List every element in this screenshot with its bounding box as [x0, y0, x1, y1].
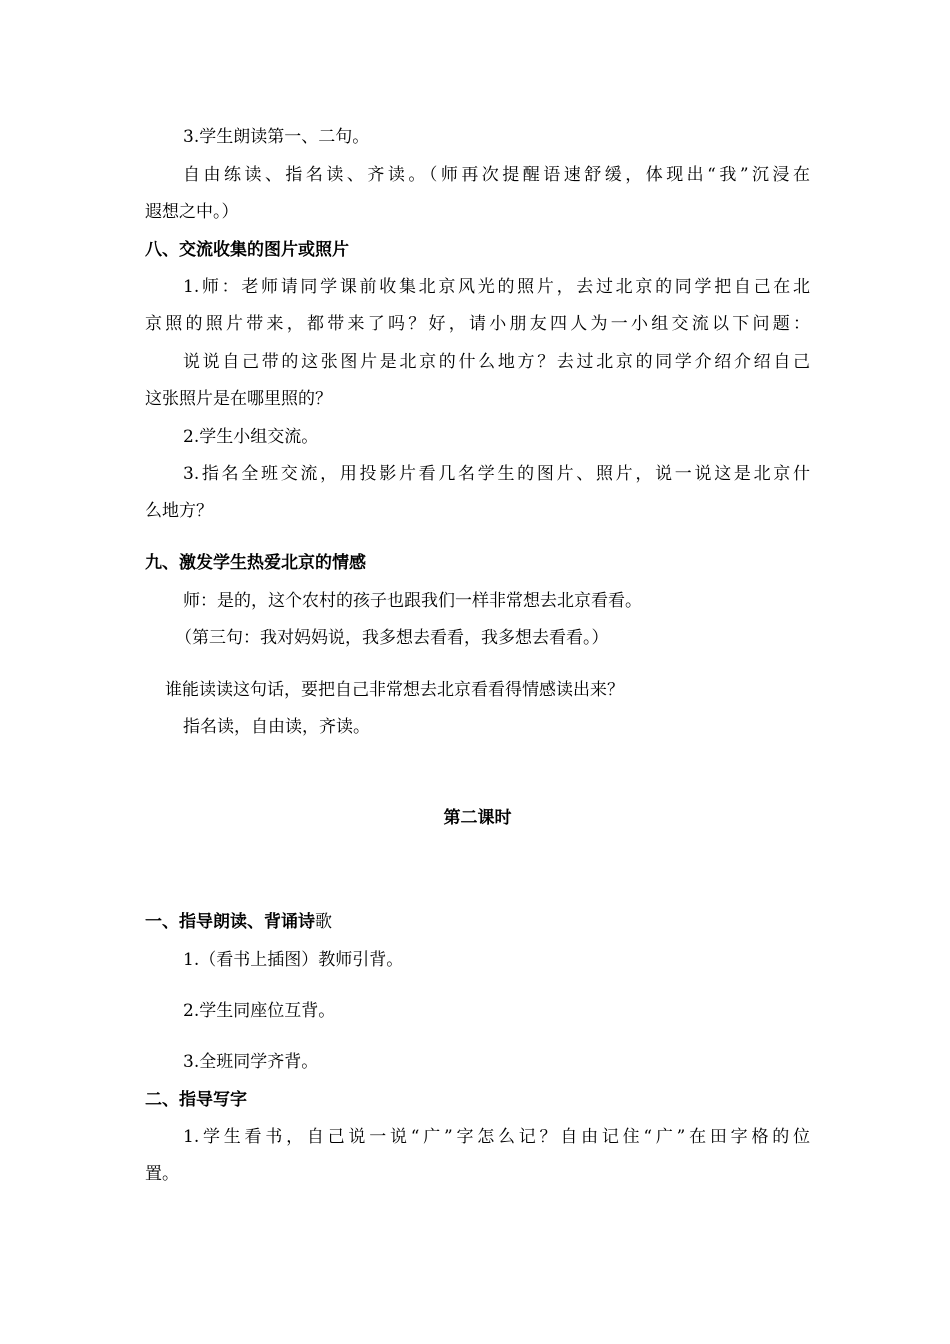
paragraph-line: 谁能读读这句话，要把自己非常想去北京看看得情感读出来？ — [165, 680, 624, 700]
paragraph-line: 1.师：老师请同学课前收集北京风光的照片，去过北京的同学把自己在北 — [183, 277, 810, 297]
paragraph-line: 指名读，自由读，齐读。 — [183, 717, 370, 737]
paragraph-line: 3.指名全班交流，用投影片看几名学生的图片、照片，说一说这是北京什 — [183, 464, 810, 484]
section-heading-line — [145, 909, 332, 935]
paragraph-line: 遐想之中。） — [145, 202, 239, 222]
paragraph-line: 2.学生同座位互背。 — [183, 1001, 336, 1021]
section-heading: 九、激发学生热爱北京的情感 — [145, 553, 366, 573]
lesson-title: 第二课时 — [443, 808, 512, 828]
paragraph-line: 说说自己带的这张图片是北京的什么地方？去过北京的同学介绍介绍自己 — [183, 352, 810, 372]
paragraph-line: 2.学生小组交流。 — [183, 427, 319, 447]
paragraph-line: 师：是的，这个农村的孩子也跟我们一样非常想去北京看看。 — [183, 591, 642, 611]
section-heading: 一、指导朗读、背诵诗 — [145, 912, 315, 932]
paragraph-line: （第三句：我对妈妈说，我多想去看看，我多想去看看。） — [175, 628, 609, 648]
paragraph-line: 京照的照片带来，都带来了吗？好，请小朋友四人为一小组交流以下问题： — [145, 314, 810, 334]
paragraph-line: 么地方？ — [145, 501, 213, 521]
paragraph-line: 1.学生看书，自己说一说“广”字怎么记？自由记住“广”在田字格的位 — [183, 1127, 810, 1147]
paragraph-line: 3.全班同学齐背。 — [183, 1052, 319, 1072]
section-heading-tail: 歌 — [315, 912, 332, 932]
section-heading: 二、指导写字 — [145, 1090, 247, 1110]
paragraph-line: 1.（看书上插图）教师引背。 — [183, 950, 404, 970]
paragraph-line: 置。 — [145, 1164, 179, 1184]
paragraph-line: 这张照片是在哪里照的？ — [145, 389, 332, 409]
section-heading: 八、交流收集的图片或照片 — [145, 240, 349, 260]
paragraph-line: 自由练读、指名读、齐读。（师再次提醒语速舒缓，体现出“我”沉浸在 — [183, 165, 810, 185]
paragraph-line: 3.学生朗读第一、二句。 — [183, 127, 370, 147]
